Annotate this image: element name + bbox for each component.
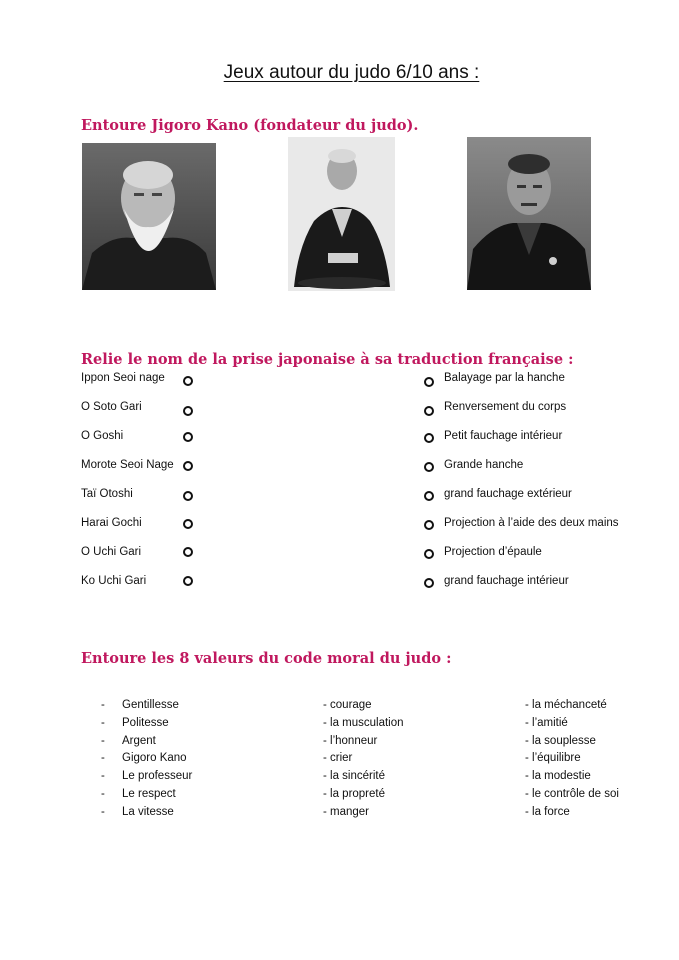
section2-heading: Relie le nom de la prise japonaise à sa traduction française : <box>81 351 574 368</box>
match-right-item: Petit fauchage intérieur <box>444 430 563 442</box>
bullet-dash: - <box>101 806 105 818</box>
bullet-dash: - <box>101 788 105 800</box>
right-circle-icon[interactable] <box>424 520 434 530</box>
match-right-item: Renversement du corps <box>444 401 567 413</box>
value-item: - la musculation <box>323 717 404 729</box>
bearded-elder-portrait-icon <box>82 143 216 290</box>
value-item: Le respect <box>122 788 176 800</box>
value-item: Gigoro Kano <box>122 752 187 764</box>
right-circle-icon[interactable] <box>424 578 434 588</box>
value-item: - l’honneur <box>323 735 378 747</box>
value-item: - courage <box>323 699 372 711</box>
match-right-item: Projection à l’aide des deux mains <box>444 517 619 529</box>
match-right-item: Balayage par la hanche <box>444 372 565 384</box>
value-item: - manger <box>323 806 370 818</box>
left-circle-icon[interactable] <box>183 576 193 586</box>
value-item: - l’amitié <box>525 717 568 729</box>
value-item: Gentillesse <box>122 699 179 711</box>
match-right-item: Projection d’épaule <box>444 546 542 558</box>
match-left-item: Morote Seoi Nage <box>81 459 174 471</box>
value-item: - la modestie <box>525 770 591 782</box>
kano-portrait-icon <box>467 137 591 290</box>
value-item: - le contrôle de soi <box>525 788 619 800</box>
match-left-item: Ko Uchi Gari <box>81 575 147 587</box>
left-circle-icon[interactable] <box>183 406 193 416</box>
section3-heading: Entoure les 8 valeurs du code moral du judo : <box>81 650 452 667</box>
section1-heading: Entoure Jigoro Kano (fondateur du judo). <box>81 117 419 134</box>
value-item: - l’équilibre <box>525 752 581 764</box>
value-item: - crier <box>323 752 353 764</box>
page-title: Jeux autour du judo 6/10 ans : <box>223 62 480 83</box>
left-circle-icon[interactable] <box>183 376 193 386</box>
value-item: Argent <box>122 735 156 747</box>
match-left-item: Taï Otoshi <box>81 488 133 500</box>
match-left-item: Harai Gochi <box>81 517 142 529</box>
left-circle-icon[interactable] <box>183 547 193 557</box>
bullet-dash: - <box>101 770 105 782</box>
match-right-item: grand fauchage intérieur <box>444 575 569 587</box>
match-left-item: O Goshi <box>81 430 124 442</box>
right-circle-icon[interactable] <box>424 406 434 416</box>
left-circle-icon[interactable] <box>183 461 193 471</box>
value-item: Politesse <box>122 717 169 729</box>
right-circle-icon[interactable] <box>424 549 434 559</box>
match-left-item: O Uchi Gari <box>81 546 142 558</box>
match-left-item: O Soto Gari <box>81 401 142 413</box>
seated-master-portrait-icon <box>288 137 395 291</box>
right-circle-icon[interactable] <box>424 433 434 443</box>
match-right-item: grand fauchage extérieur <box>444 488 572 500</box>
value-item: - la force <box>525 806 570 818</box>
match-left-item: Ippon Seoi nage <box>81 372 165 384</box>
bullet-dash: - <box>101 735 105 747</box>
left-circle-icon[interactable] <box>183 491 193 501</box>
bullet-dash: - <box>101 717 105 729</box>
value-item: - la sincérité <box>323 770 385 782</box>
right-circle-icon[interactable] <box>424 491 434 501</box>
left-circle-icon[interactable] <box>183 519 193 529</box>
value-item: - la méchanceté <box>525 699 607 711</box>
match-right-item: Grande hanche <box>444 459 524 471</box>
left-circle-icon[interactable] <box>183 432 193 442</box>
right-circle-icon[interactable] <box>424 462 434 472</box>
value-item: - la propreté <box>323 788 386 800</box>
bullet-dash: - <box>101 752 105 764</box>
value-item: - la souplesse <box>525 735 596 747</box>
bullet-dash: - <box>101 699 105 711</box>
value-item: Le professeur <box>122 770 193 782</box>
value-item: La vitesse <box>122 806 174 818</box>
right-circle-icon[interactable] <box>424 377 434 387</box>
